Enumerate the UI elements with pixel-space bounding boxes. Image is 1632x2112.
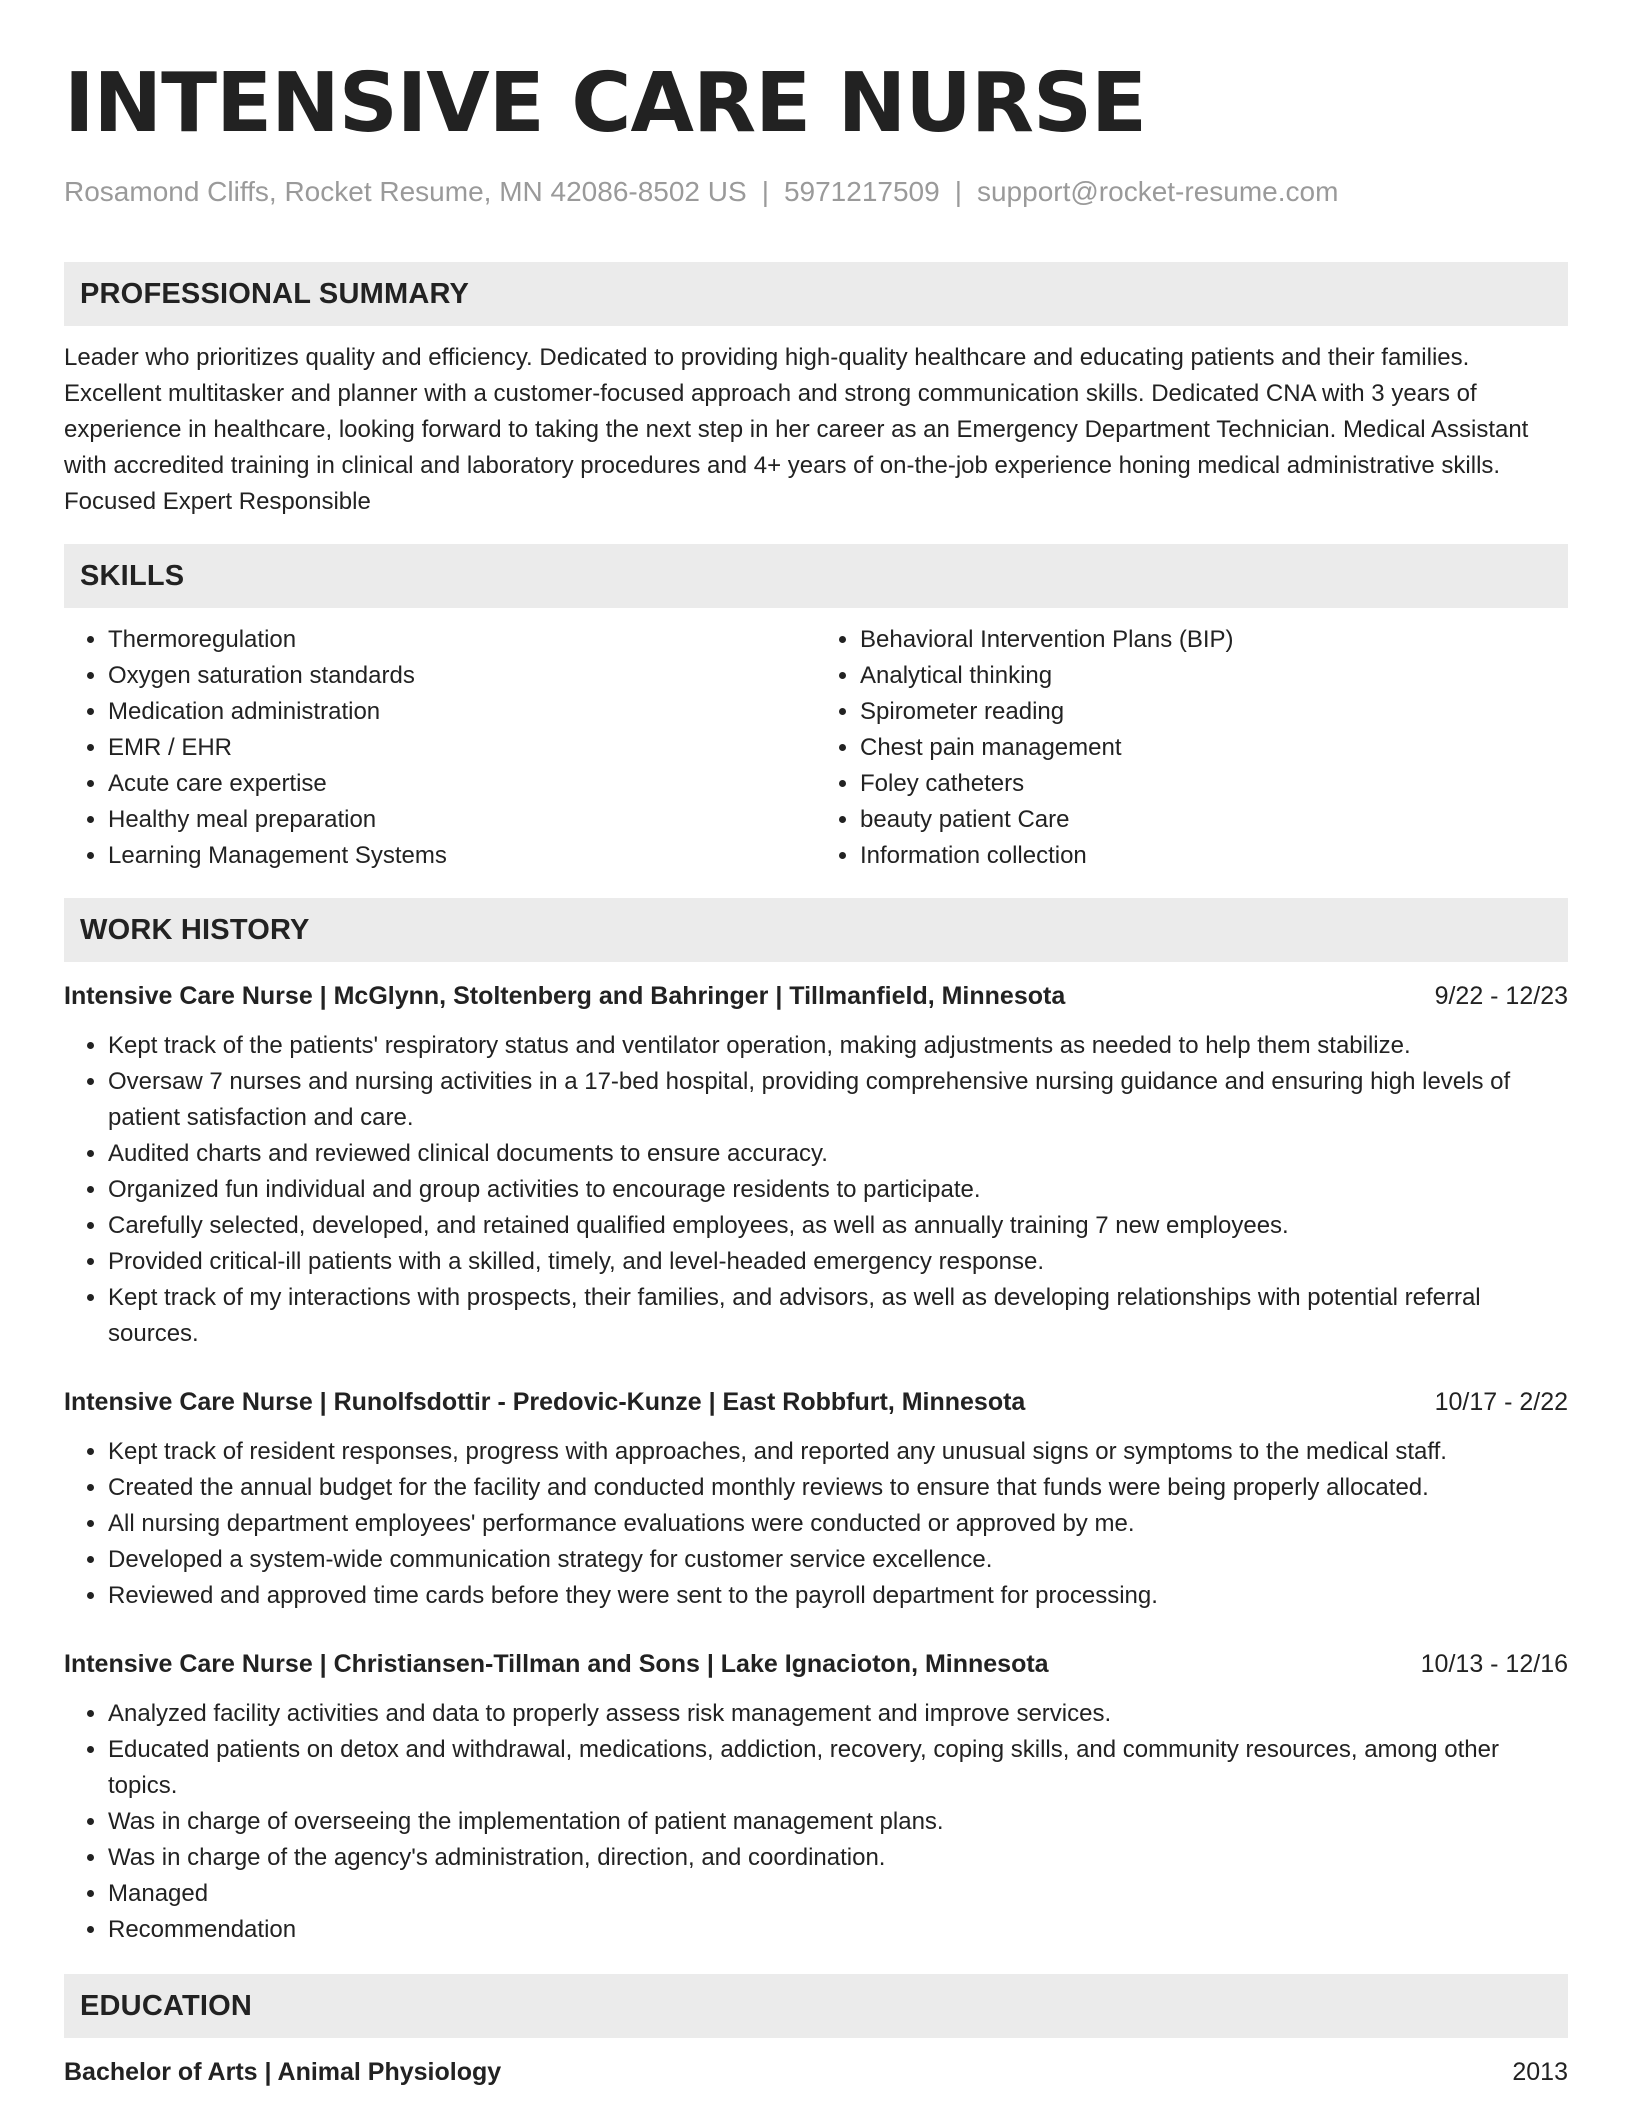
resume-title: INTENSIVE CARE NURSE (64, 56, 1147, 151)
job-bullet: • Created the annual budget for the facility and conducted monthly reviews to ensure that funds were being properly allocated. (108, 1470, 1568, 1506)
job-bullet: • All nursing department employees' performance evaluations were conducted or approved by me. (108, 1506, 1568, 1542)
job-entry (64, 1384, 1568, 1614)
education-entry (64, 2054, 1568, 2090)
skills-list (64, 622, 1568, 874)
job-bullet: • Audited charts and reviewed clinical documents to ensure accuracy. (108, 1136, 1568, 1172)
job-bullet: • Oversaw 7 nurses and nursing activities in a 17-bed hospital, providing comprehensive nursing guidance and ensuring high levels of patient satisfaction and care. (108, 1064, 1568, 1136)
job-bullet: • Kept track of my interactions with prospects, their families, and advisors, as well as developing relationships with potential referral sources. (108, 1280, 1568, 1352)
job-bullets (64, 1696, 1568, 1948)
contact-separator: | (954, 176, 962, 207)
section-heading-skills: SKILLS (64, 544, 1568, 608)
education-year: 2013 (1512, 2058, 1568, 2086)
job-bullets (64, 1434, 1568, 1614)
job-bullet: • Provided critical-ill patients with a skilled, timely, and level-headed emergency response. (108, 1244, 1568, 1280)
skill-item: • beauty patient Care (860, 802, 1568, 838)
skills-column-left (64, 622, 816, 874)
contact-address: Rosamond Cliffs, Rocket Resume, MN 42086-8502 US (64, 176, 747, 207)
job-bullet: • Carefully selected, developed, and retained qualified employees, as well as annually training 7 new employees. (108, 1208, 1568, 1244)
job-entry (64, 978, 1568, 1352)
skill-item: • Foley catheters (860, 766, 1568, 802)
job-bullet: • Analyzed facility activities and data to properly assess risk management and improve services. (108, 1696, 1568, 1732)
job-title: Intensive Care Nurse | McGlynn, Stoltenberg and Bahringer | Tillmanfield, Minnesota (64, 982, 1066, 1010)
job-bullet: • Reviewed and approved time cards before they were sent to the payroll department for processing. (108, 1578, 1568, 1614)
job-bullet: • Recommendation (108, 1912, 1568, 1948)
contact-line (64, 174, 1568, 210)
job-bullet: • Educated patients on detox and withdrawal, medications, addiction, recovery, coping skills, and community resources, among other topics. (108, 1732, 1568, 1804)
job-bullet: • Was in charge of overseeing the implementation of patient management plans. (108, 1804, 1568, 1840)
job-title: Intensive Care Nurse | Runolfsdottir - Predovic-Kunze | East Robbfurt, Minnesota (64, 1388, 1026, 1416)
skill-item: • Healthy meal preparation (108, 802, 816, 838)
job-title: Intensive Care Nurse | Christiansen-Tillman and Sons | Lake Ignacioton, Minnesota (64, 1650, 1049, 1678)
skill-item: • Analytical thinking (860, 658, 1568, 694)
job-header (64, 1646, 1568, 1682)
skill-item: • Medication administration (108, 694, 816, 730)
skill-item: • Thermoregulation (108, 622, 816, 658)
skill-item: • Spirometer reading (860, 694, 1568, 730)
job-bullet: • Kept track of resident responses, progress with approaches, and reported any unusual signs or symptoms to the medical staff. (108, 1434, 1568, 1470)
skill-item: • Learning Management Systems (108, 838, 816, 874)
summary-text: Leader who prioritizes quality and efficiency. Dedicated to providing high-quality healthcare and educating patients and their families. Excellent multitasker and planner with a customer-focused approach and strong communication skills. Dedicated CNA with 3 years of experience in healthcare, looking forward to taking the next step in her career as an Emergency Department Technician. Medical Assistant with accredited training in clinical and laboratory procedures and 4+ years of on-the-job experience honing medical administrative skills. Focused Expert Responsible (64, 344, 1529, 515)
job-dates: 10/17 - 2/22 (1434, 1388, 1568, 1416)
contact-separator: | (761, 176, 769, 207)
job-header (64, 978, 1568, 1014)
job-entry (64, 1646, 1568, 1948)
job-bullet: • Managed (108, 1876, 1568, 1912)
section-heading-summary: PROFESSIONAL SUMMARY (64, 262, 1568, 326)
skills-column-right (816, 622, 1568, 874)
skill-item: • Oxygen saturation standards (108, 658, 816, 694)
job-bullet: • Kept track of the patients' respiratory status and ventilator operation, making adjustments as needed to help them stabilize. (108, 1028, 1568, 1064)
job-dates: 10/13 - 12/16 (1420, 1650, 1568, 1678)
skill-item: • Information collection (860, 838, 1568, 874)
job-dates: 9/22 - 12/23 (1434, 982, 1568, 1010)
skill-item: • Acute care expertise (108, 766, 816, 802)
skill-item: • Behavioral Intervention Plans (BIP) (860, 622, 1568, 658)
job-bullet: • Organized fun individual and group activities to encourage residents to participate. (108, 1172, 1568, 1208)
contact-phone: 5971217509 (783, 176, 940, 207)
job-bullets (64, 1028, 1568, 1352)
section-heading-education: EDUCATION (64, 1974, 1568, 2038)
contact-email: support@rocket-resume.com (976, 176, 1339, 207)
job-header (64, 1384, 1568, 1420)
job-bullet: • Developed a system-wide communication strategy for customer service excellence. (108, 1542, 1568, 1578)
education-degree: Bachelor of Arts | Animal Physiology (64, 2058, 502, 2086)
job-bullet: • Was in charge of the agency's administration, direction, and coordination. (108, 1840, 1568, 1876)
skill-item: • EMR / EHR (108, 730, 816, 766)
section-heading-work-history: WORK HISTORY (64, 898, 1568, 962)
skill-item: • Chest pain management (860, 730, 1568, 766)
